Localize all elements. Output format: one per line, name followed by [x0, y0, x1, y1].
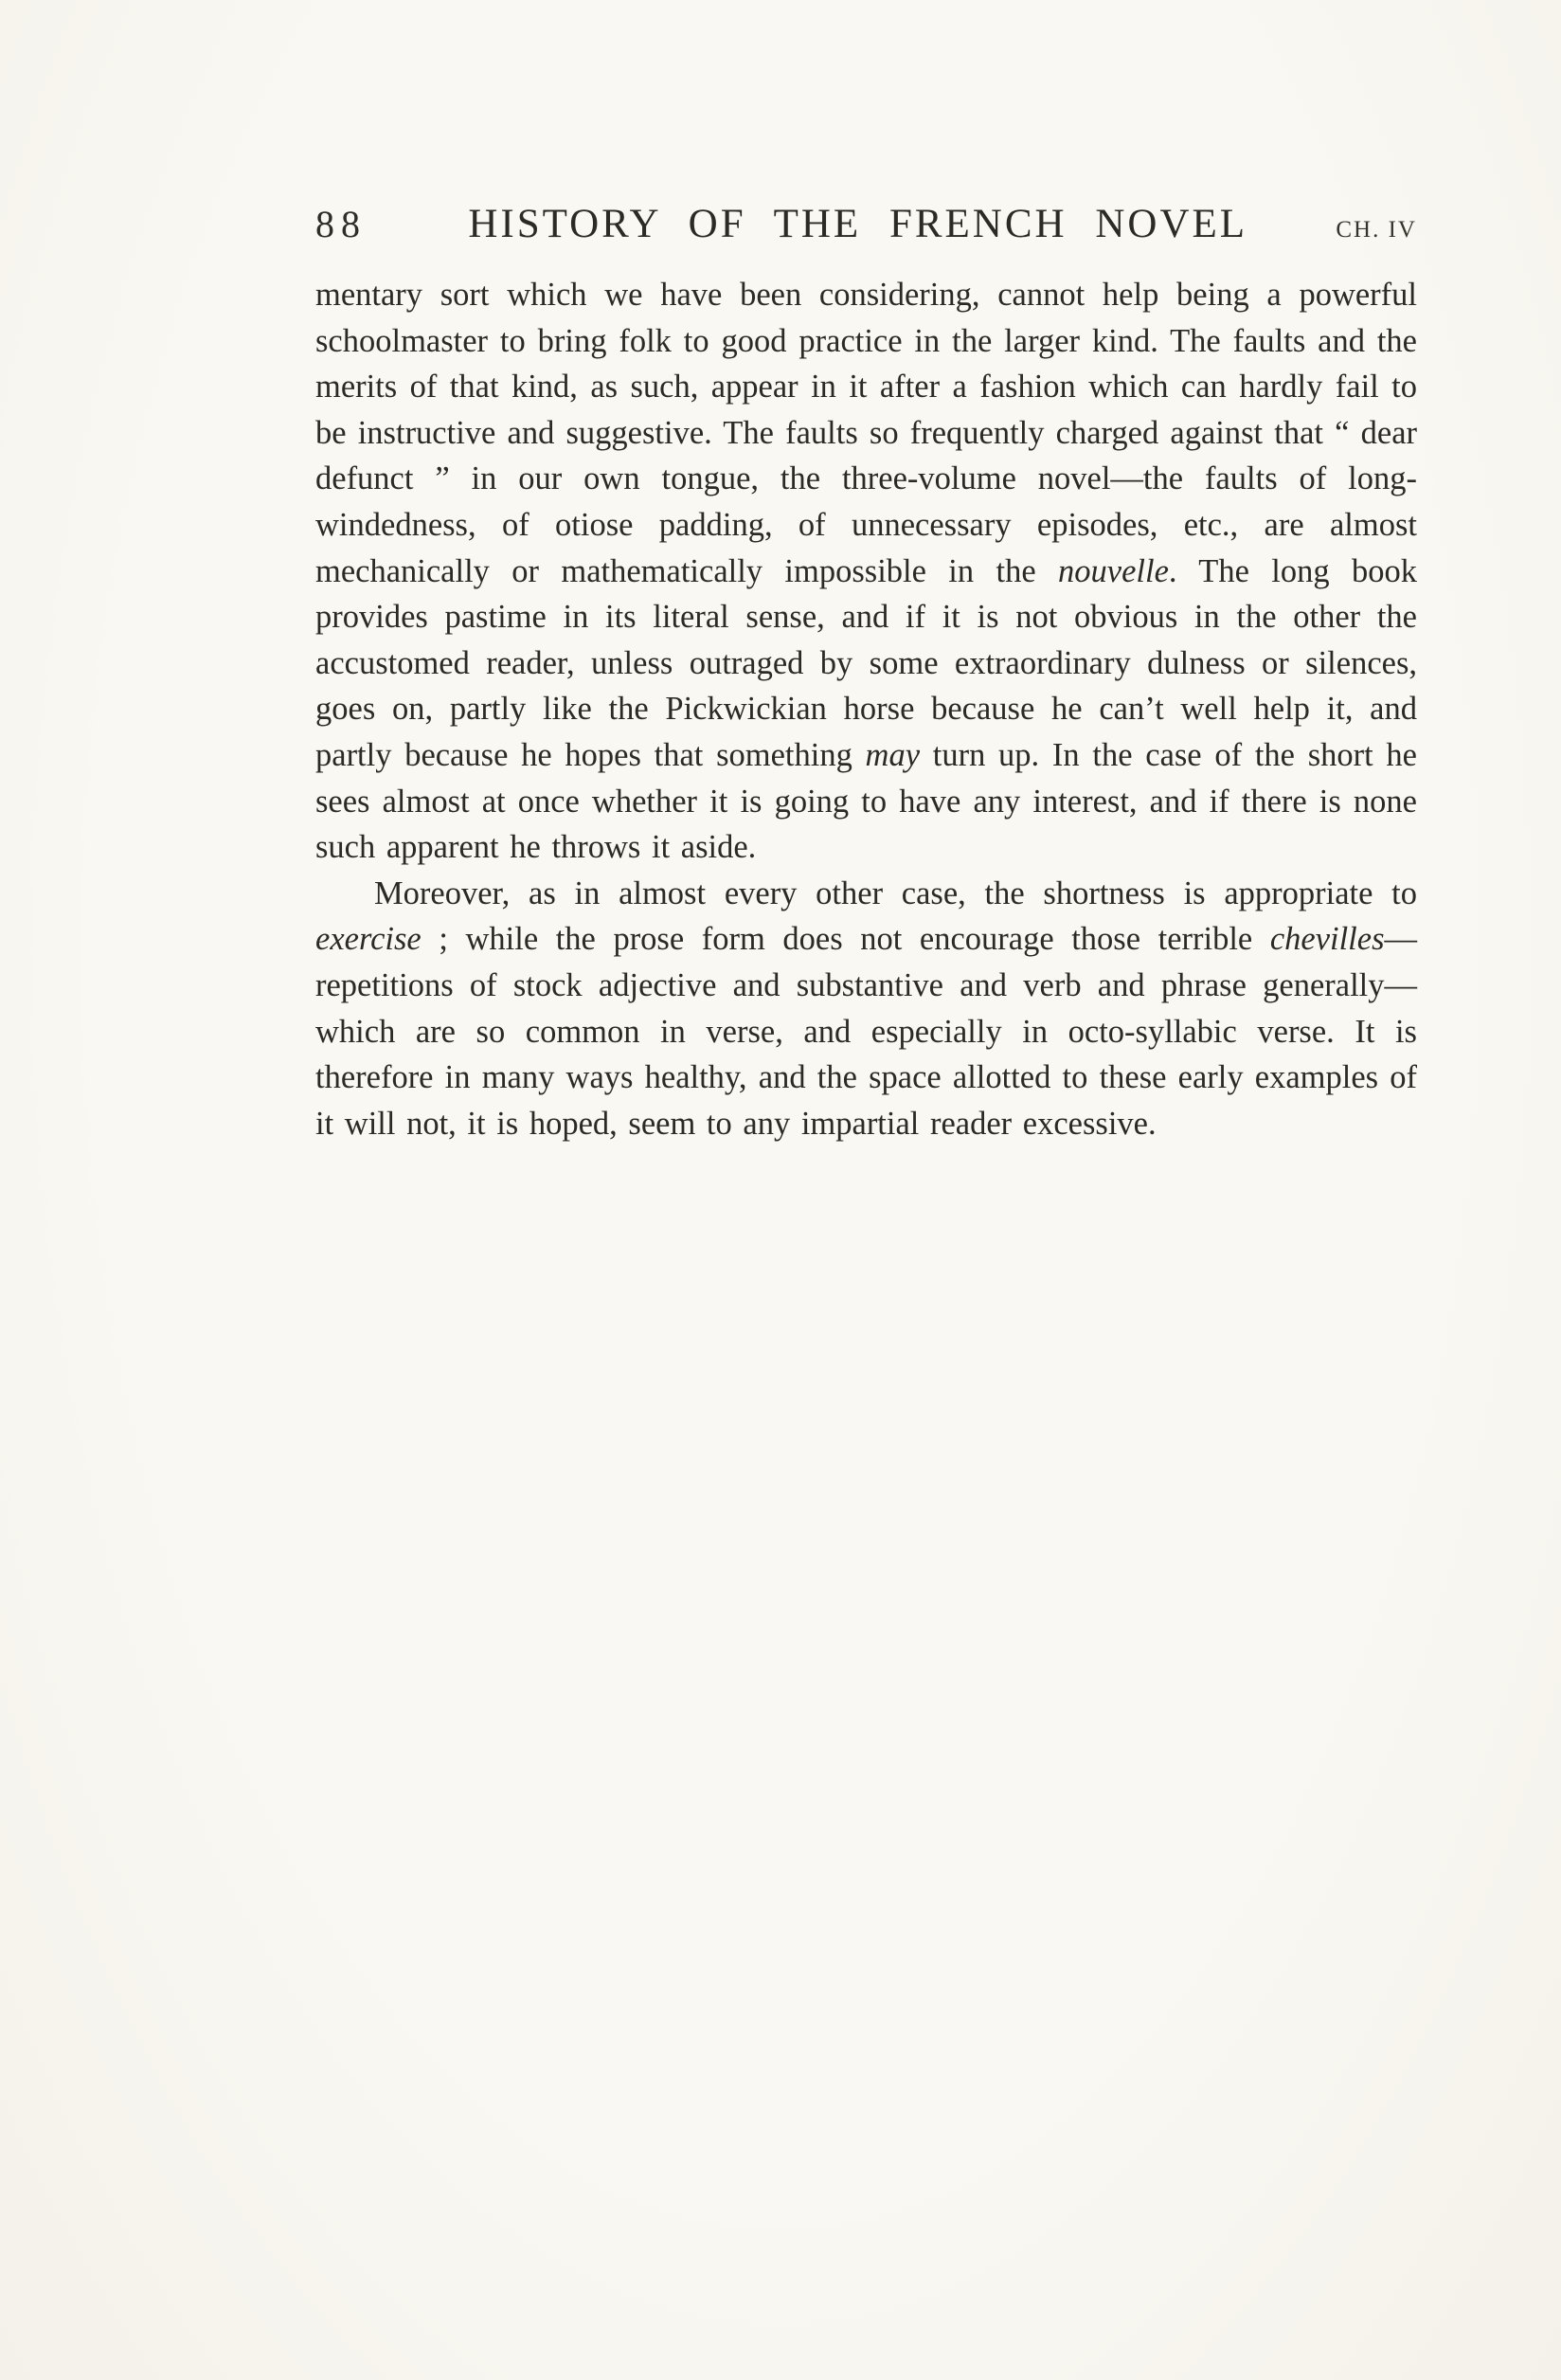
text-column [315, 201, 1417, 1146]
page-body [315, 272, 1417, 1146]
text-segment: —repetitions of stock adjective and substantive and verb and phrase generally—which are so common in verse, and especially in octo-syllabic verse. It is therefore in many ways healthy, and the space allotted to these early examples of it will not, it is hoped, seem to any impartial reader excessive. [315, 921, 1417, 1142]
text-segment: Moreover, as in almost every other case, the shortness is appropriate to [374, 874, 1417, 911]
page-header [315, 201, 1417, 247]
paragraph-1 [315, 272, 1417, 871]
text-segment-italic: nouvelle [1058, 552, 1169, 589]
text-segment-italic: may [865, 736, 921, 773]
text-segment-italic: exercise [315, 921, 422, 958]
page-number: 88 [315, 203, 367, 245]
running-title: HISTORY OF THE FRENCH NOVEL [468, 202, 1248, 246]
paragraph-2 [315, 871, 1417, 1147]
text-segment: ; while the prose form does not encourage those terrible [421, 921, 1270, 958]
text-segment-italic: chevilles [1269, 921, 1385, 958]
chapter-reference: CH. IV [1336, 217, 1417, 243]
text-segment: turn up. In the case of the short he sees almost at once whether it is going to have any interest, and if there is none such apparent he throws it aside. [315, 736, 1417, 866]
text-segment: mentary sort which we have been considering, cannot help being a powerful schoolmaster to bring folk to good practice in the larger kind. The faults and the merits of that kind, as such, appear in it after a fashion which can hardly fail to be instructive and suggestive. The faults so frequently charged against that “ dear defunct ” in our own tongue, the three-volume novel—the faults of long-windedness, of otiose padding, of unnecessary episodes, etc., are almost mechanically or mathematically impossible in the [315, 277, 1417, 589]
text-segment: . The long book provides pastime in its literal sense, and if it is not obvious in the other the accustomed reader, unless outraged by some extraordinary dulness or silences, goes on, partly like the Pickwickian horse because he can’t well help it, and partly because he hopes that something [315, 552, 1417, 773]
